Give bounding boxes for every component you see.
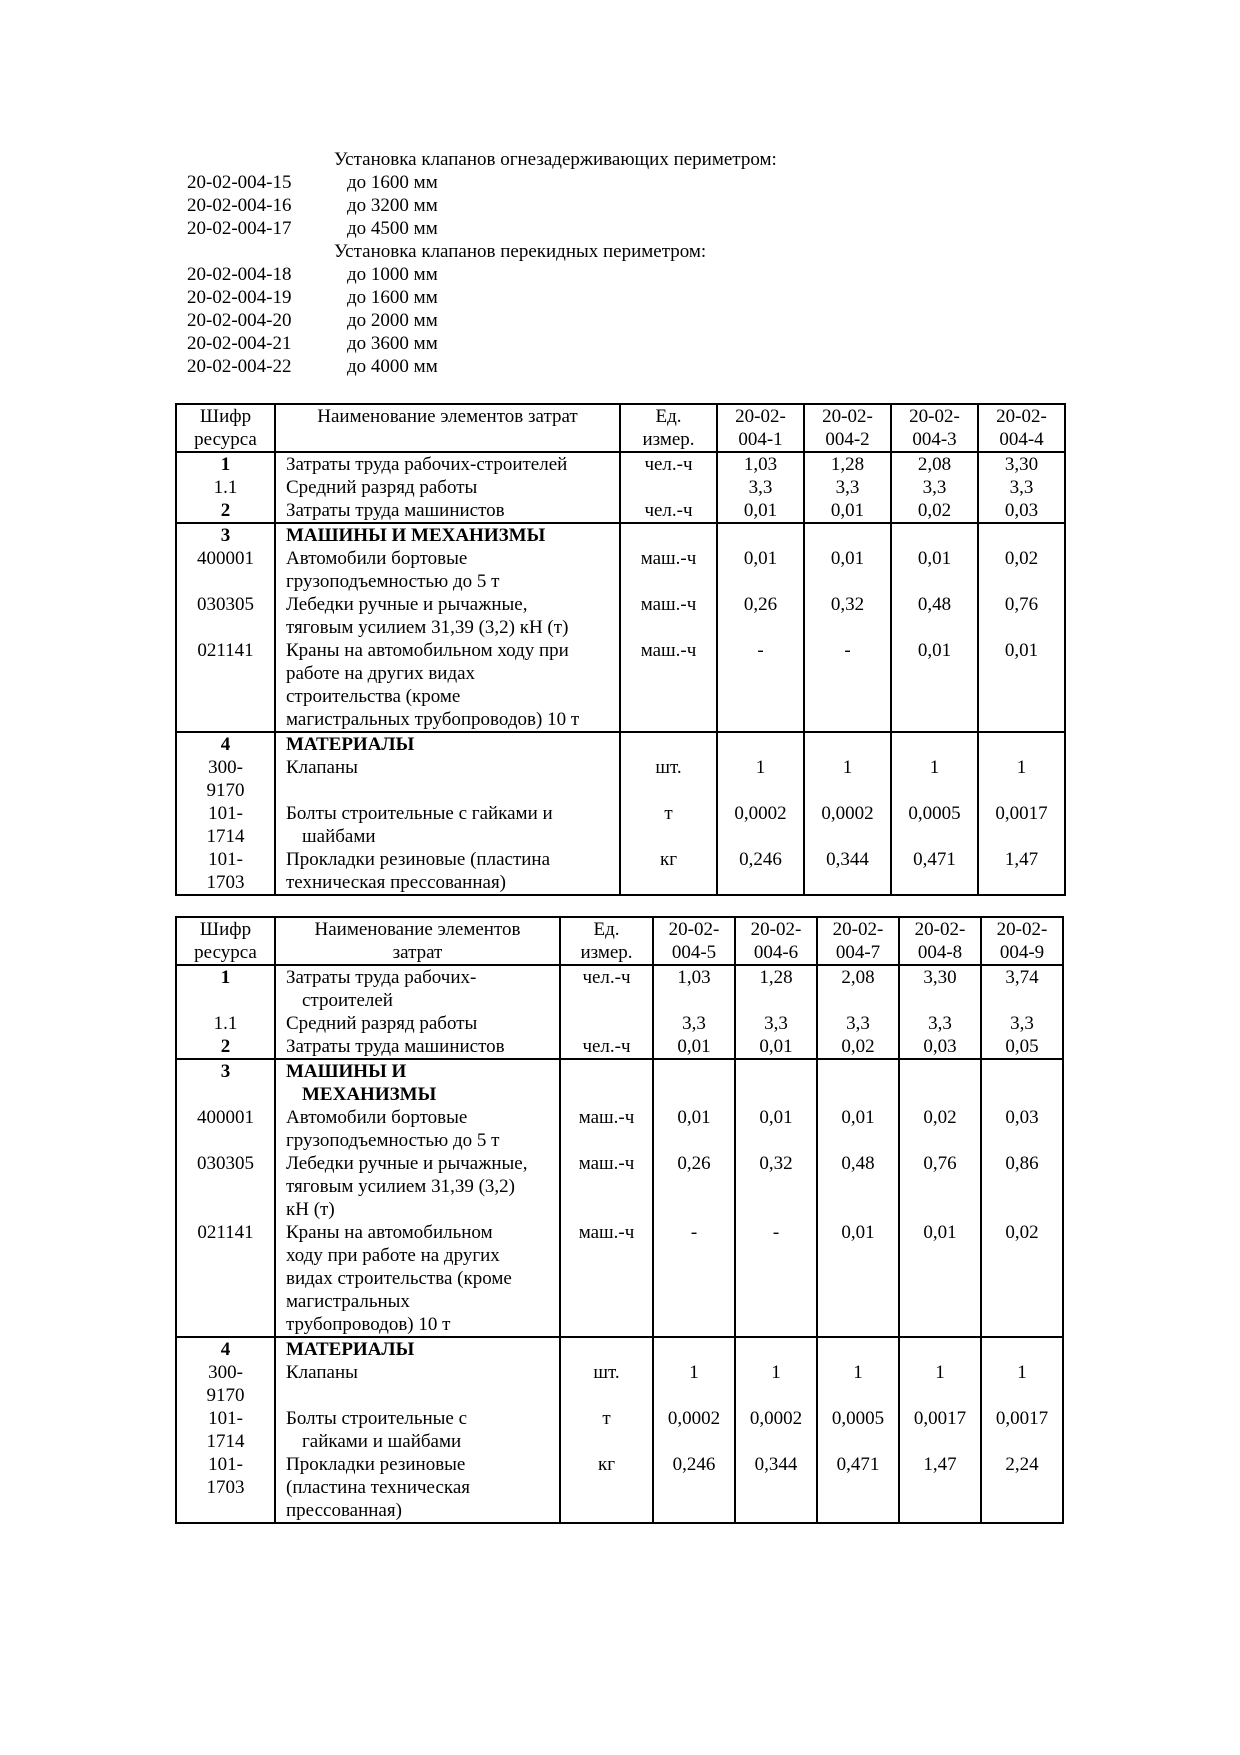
header-norm-code: 20-02- 004-2: [804, 404, 891, 452]
norm-value: 0,02: [817, 1035, 899, 1059]
norm-value: [735, 1059, 817, 1106]
intro-code: 20-02-004-18: [187, 264, 292, 285]
norm-value: 0,01: [817, 1106, 899, 1152]
norm-value: 1: [653, 1361, 735, 1407]
norm-value: 0,76: [899, 1152, 981, 1221]
resource-code: 101- 1714: [176, 1407, 275, 1453]
norm-value: [804, 523, 891, 547]
table-row: [176, 523, 1065, 547]
norm-value: 0,0005: [817, 1407, 899, 1453]
resource-unit: маш.-ч: [560, 1221, 653, 1337]
norm-value: 1,28: [735, 965, 817, 1012]
resource-name: Лебедки ручные и рычажные, тяговым усилием 31,39 (3,2) кН (т): [275, 593, 620, 639]
resource-code: 400001: [176, 1106, 275, 1152]
norm-value: [978, 523, 1065, 547]
norm-value: 0,0002: [735, 1407, 817, 1453]
norm-value: 0,32: [735, 1152, 817, 1221]
header-norm-code: 20-02- 004-6: [735, 917, 817, 965]
norm-value: [978, 732, 1065, 756]
header-unit: Ед. измер.: [560, 917, 653, 965]
norm-value: 2,08: [891, 452, 978, 476]
norm-value: 1: [735, 1361, 817, 1407]
norm-value: [717, 523, 804, 547]
norm-value: 0,48: [817, 1152, 899, 1221]
resource-unit: чел.-ч: [620, 452, 717, 476]
norm-value: 3,3: [653, 1012, 735, 1035]
table-row: [176, 965, 1063, 1012]
norm-value: 0,48: [891, 593, 978, 639]
resource-code: 101- 1703: [176, 1453, 275, 1523]
resource-name: МАТЕРИАЛЫ: [275, 732, 620, 756]
resource-name: Краны на автомобильном ходу при работе на других видах строительства (кроме магистральных трубопроводов) 10 т: [275, 1221, 560, 1337]
norm-value: [817, 1337, 899, 1361]
norm-value: 0,02: [891, 499, 978, 523]
resource-code: 1: [176, 965, 275, 1012]
norm-value: 0,26: [653, 1152, 735, 1221]
resource-code: 101- 1703: [176, 848, 275, 895]
table-row: [176, 499, 1065, 523]
intro-code: 20-02-004-16: [187, 195, 292, 216]
intro-line: [187, 217, 1087, 240]
norm-value: 3,3: [978, 476, 1065, 499]
norm-value: 0,01: [891, 639, 978, 732]
table-row: [176, 639, 1065, 732]
norm-value: [804, 732, 891, 756]
norm-value: 0,01: [978, 639, 1065, 732]
resource-name: Клапаны: [275, 756, 620, 802]
intro-code: [187, 240, 334, 263]
table-row: [176, 1407, 1063, 1453]
norm-value: 0,26: [717, 593, 804, 639]
resource-code: 1.1: [176, 476, 275, 499]
norm-value: [735, 1337, 817, 1361]
resource-name: МАШИНЫ И МЕХАНИЗМЫ: [275, 1059, 560, 1106]
intro-text: до 4000 мм: [347, 356, 438, 377]
norm-value: [899, 1059, 981, 1106]
resource-code: 3: [176, 523, 275, 547]
intro-line: [187, 286, 1087, 309]
norm-value: 3,3: [804, 476, 891, 499]
header-norm-code: 20-02- 004-8: [899, 917, 981, 965]
norm-value: 0,01: [735, 1035, 817, 1059]
table-row: [176, 1453, 1063, 1523]
norm-value: 0,0017: [978, 802, 1065, 848]
resource-code: 1: [176, 452, 275, 476]
table-row: [176, 1221, 1063, 1337]
norm-value: [653, 1337, 735, 1361]
resource-code: 2: [176, 499, 275, 523]
resource-name: Затраты труда рабочих-строителей: [275, 452, 620, 476]
resource-unit: кг: [620, 848, 717, 895]
table-row: [176, 1361, 1063, 1407]
resource-unit: [620, 476, 717, 499]
table-row: [176, 1035, 1063, 1059]
intro-line: [187, 355, 1087, 378]
norm-value: 1,47: [978, 848, 1065, 895]
resource-name: Прокладки резиновые (пластина техническая прессованная): [275, 1453, 560, 1523]
intro-code: 20-02-004-17: [187, 218, 292, 239]
intro-line: [187, 148, 1087, 171]
norm-value: 0,0017: [899, 1407, 981, 1453]
norm-value: 0,0017: [981, 1407, 1063, 1453]
norm-value: 3,3: [899, 1012, 981, 1035]
resource-table-1: [175, 403, 1066, 896]
resource-name: Средний разряд работы: [275, 476, 620, 499]
norm-value: 2,24: [981, 1453, 1063, 1523]
norm-value: -: [804, 639, 891, 732]
header-norm-code: 20-02- 004-5: [653, 917, 735, 965]
header-code: Шифр ресурса: [176, 404, 275, 452]
resource-unit: маш.-ч: [560, 1106, 653, 1152]
resource-code: 021141: [176, 1221, 275, 1337]
resource-unit: чел.-ч: [620, 499, 717, 523]
resource-name: Прокладки резиновые (пластина техническая прессованная): [275, 848, 620, 895]
norm-value: [653, 1059, 735, 1106]
norm-value: 0,03: [899, 1035, 981, 1059]
norm-value: [981, 1059, 1063, 1106]
intro-text: Установка клапанов перекидных периметром:: [334, 241, 707, 262]
intro-line: [187, 332, 1087, 355]
resource-code: 4: [176, 1337, 275, 1361]
norm-value: 0,01: [653, 1106, 735, 1152]
header-code: Шифр ресурса: [176, 917, 275, 965]
intro-code: 20-02-004-22: [187, 356, 292, 377]
norm-value: 0,471: [817, 1453, 899, 1523]
norm-value: 1,47: [899, 1453, 981, 1523]
norm-value: 3,3: [735, 1012, 817, 1035]
norm-value: 0,0005: [891, 802, 978, 848]
resource-name: Краны на автомобильном ходу при работе на других видах строительства (кроме магистральных трубопроводов) 10 т: [275, 639, 620, 732]
norm-value: 1,03: [653, 965, 735, 1012]
norm-value: 1,28: [804, 452, 891, 476]
resource-code: 3: [176, 1059, 275, 1106]
resource-unit: т: [620, 802, 717, 848]
resource-table-2: [175, 916, 1064, 1524]
norm-value: [899, 1337, 981, 1361]
resource-code: 101- 1714: [176, 802, 275, 848]
norm-value: 3,3: [817, 1012, 899, 1035]
norm-value: 1: [717, 756, 804, 802]
table-row: [176, 1012, 1063, 1035]
intro-text: Установка клапанов огнезадерживающих периметром:: [334, 149, 777, 170]
resource-unit: маш.-ч: [620, 593, 717, 639]
norm-value: 1: [804, 756, 891, 802]
norm-value: 3,30: [899, 965, 981, 1012]
intro-code: 20-02-004-15: [187, 172, 292, 193]
header-name: Наименование элементов затрат: [275, 917, 560, 965]
norm-value: 0,01: [804, 547, 891, 593]
norm-value: 0,32: [804, 593, 891, 639]
intro-text: до 3200 мм: [347, 195, 438, 216]
norm-value: [891, 732, 978, 756]
header-norm-code: 20-02- 004-7: [817, 917, 899, 965]
norm-value: 0,01: [717, 547, 804, 593]
norm-value: 0,03: [978, 499, 1065, 523]
resource-name: Затраты труда машинистов: [275, 1035, 560, 1059]
intro-code: 20-02-004-21: [187, 333, 292, 354]
norm-value: 0,0002: [804, 802, 891, 848]
header-norm-code: 20-02- 004-1: [717, 404, 804, 452]
resource-unit: [560, 1337, 653, 1361]
resource-unit: шт.: [620, 756, 717, 802]
resource-unit: [560, 1059, 653, 1106]
norm-value: 0,01: [735, 1106, 817, 1152]
intro-list: [187, 148, 1087, 378]
norm-value: -: [735, 1221, 817, 1337]
norm-value: 2,08: [817, 965, 899, 1012]
resource-unit: [620, 523, 717, 547]
norm-value: 0,0002: [653, 1407, 735, 1453]
resource-code: 300- 9170: [176, 756, 275, 802]
norm-value: 0,01: [717, 499, 804, 523]
norm-value: 0,246: [653, 1453, 735, 1523]
norm-value: 0,02: [978, 547, 1065, 593]
resource-code: 021141: [176, 639, 275, 732]
norm-value: 0,344: [735, 1453, 817, 1523]
header-name: Наименование элементов затрат: [275, 404, 620, 452]
table-row: [176, 802, 1065, 848]
intro-line: [187, 309, 1087, 332]
table-header-row: [176, 917, 1063, 965]
intro-text: до 1600 мм: [347, 172, 438, 193]
norm-value: 1: [891, 756, 978, 802]
norm-value: 0,86: [981, 1152, 1063, 1221]
norm-value: 1,03: [717, 452, 804, 476]
norm-value: 0,01: [804, 499, 891, 523]
norm-value: 0,02: [899, 1106, 981, 1152]
intro-text: до 3600 мм: [347, 333, 438, 354]
norm-value: 3,3: [981, 1012, 1063, 1035]
norm-value: 3,3: [717, 476, 804, 499]
intro-code: 20-02-004-20: [187, 310, 292, 331]
norm-value: 0,0002: [717, 802, 804, 848]
norm-value: 3,74: [981, 965, 1063, 1012]
resource-code: 030305: [176, 1152, 275, 1221]
table-row: [176, 452, 1065, 476]
norm-value: 0,02: [981, 1221, 1063, 1337]
resource-name: Автомобили бортовые грузоподъемностью до 5 т: [275, 1106, 560, 1152]
resource-unit: т: [560, 1407, 653, 1453]
resource-name: Болты строительные с гайками и шайбами: [275, 802, 620, 848]
norm-value: [717, 732, 804, 756]
resource-code: 300- 9170: [176, 1361, 275, 1407]
table-row: [176, 1106, 1063, 1152]
resource-name: Болты строительные с гайками и шайбами: [275, 1407, 560, 1453]
resource-unit: кг: [560, 1453, 653, 1523]
resource-unit: маш.-ч: [620, 547, 717, 593]
norm-value: 0,01: [817, 1221, 899, 1337]
resource-code: 030305: [176, 593, 275, 639]
resource-unit: чел.-ч: [560, 1035, 653, 1059]
intro-text: до 2000 мм: [347, 310, 438, 331]
intro-text: до 1000 мм: [347, 264, 438, 285]
resource-name: МАШИНЫ И МЕХАНИЗМЫ: [275, 523, 620, 547]
norm-value: 0,01: [899, 1221, 981, 1337]
norm-value: 1: [981, 1361, 1063, 1407]
intro-line: [187, 171, 1087, 194]
table-row: [176, 1059, 1063, 1106]
norm-value: 0,246: [717, 848, 804, 895]
intro-text: до 1600 мм: [347, 287, 438, 308]
norm-value: 1: [817, 1361, 899, 1407]
resource-name: Клапаны: [275, 1361, 560, 1407]
norm-value: 0,01: [891, 547, 978, 593]
resource-unit: [620, 732, 717, 756]
table-row: [176, 1337, 1063, 1361]
norm-value: [891, 523, 978, 547]
table-row: [176, 476, 1065, 499]
resource-code: 4: [176, 732, 275, 756]
table-row: [176, 593, 1065, 639]
header-norm-code: 20-02- 004-4: [978, 404, 1065, 452]
resource-unit: чел.-ч: [560, 965, 653, 1012]
norm-value: 3,3: [891, 476, 978, 499]
intro-line: [187, 263, 1087, 286]
resource-code: 1.1: [176, 1012, 275, 1035]
resource-unit: шт.: [560, 1361, 653, 1407]
resource-name: Автомобили бортовые грузоподъемностью до 5 т: [275, 547, 620, 593]
resource-name: Лебедки ручные и рычажные, тяговым усилием 31,39 (3,2) кН (т): [275, 1152, 560, 1221]
table-row: [176, 547, 1065, 593]
intro-line: [187, 194, 1087, 217]
header-norm-code: 20-02- 004-9: [981, 917, 1063, 965]
intro-code: 20-02-004-19: [187, 287, 292, 308]
norm-value: 0,76: [978, 593, 1065, 639]
resource-name: Затраты труда рабочих- строителей: [275, 965, 560, 1012]
resource-name: Средний разряд работы: [275, 1012, 560, 1035]
resource-code: 2: [176, 1035, 275, 1059]
table-header-row: [176, 404, 1065, 452]
norm-value: 0,05: [981, 1035, 1063, 1059]
norm-value: 3,30: [978, 452, 1065, 476]
table-row: [176, 848, 1065, 895]
norm-value: -: [717, 639, 804, 732]
resource-unit: маш.-ч: [560, 1152, 653, 1221]
norm-value: [981, 1337, 1063, 1361]
norm-value: 0,03: [981, 1106, 1063, 1152]
header-unit: Ед. измер.: [620, 404, 717, 452]
table-row: [176, 1152, 1063, 1221]
resource-unit: маш.-ч: [620, 639, 717, 732]
resource-name: МАТЕРИАЛЫ: [275, 1337, 560, 1361]
resource-code: 400001: [176, 547, 275, 593]
norm-value: [817, 1059, 899, 1106]
norm-value: 0,344: [804, 848, 891, 895]
intro-line: [187, 240, 1087, 263]
intro-text: до 4500 мм: [347, 218, 438, 239]
table-row: [176, 732, 1065, 756]
resource-name: Затраты труда машинистов: [275, 499, 620, 523]
norm-value: -: [653, 1221, 735, 1337]
norm-value: 0,471: [891, 848, 978, 895]
intro-code: [187, 148, 334, 171]
resource-unit: [560, 1012, 653, 1035]
norm-value: 1: [899, 1361, 981, 1407]
header-norm-code: 20-02- 004-3: [891, 404, 978, 452]
table-row: [176, 756, 1065, 802]
norm-value: 1: [978, 756, 1065, 802]
norm-value: 0,01: [653, 1035, 735, 1059]
